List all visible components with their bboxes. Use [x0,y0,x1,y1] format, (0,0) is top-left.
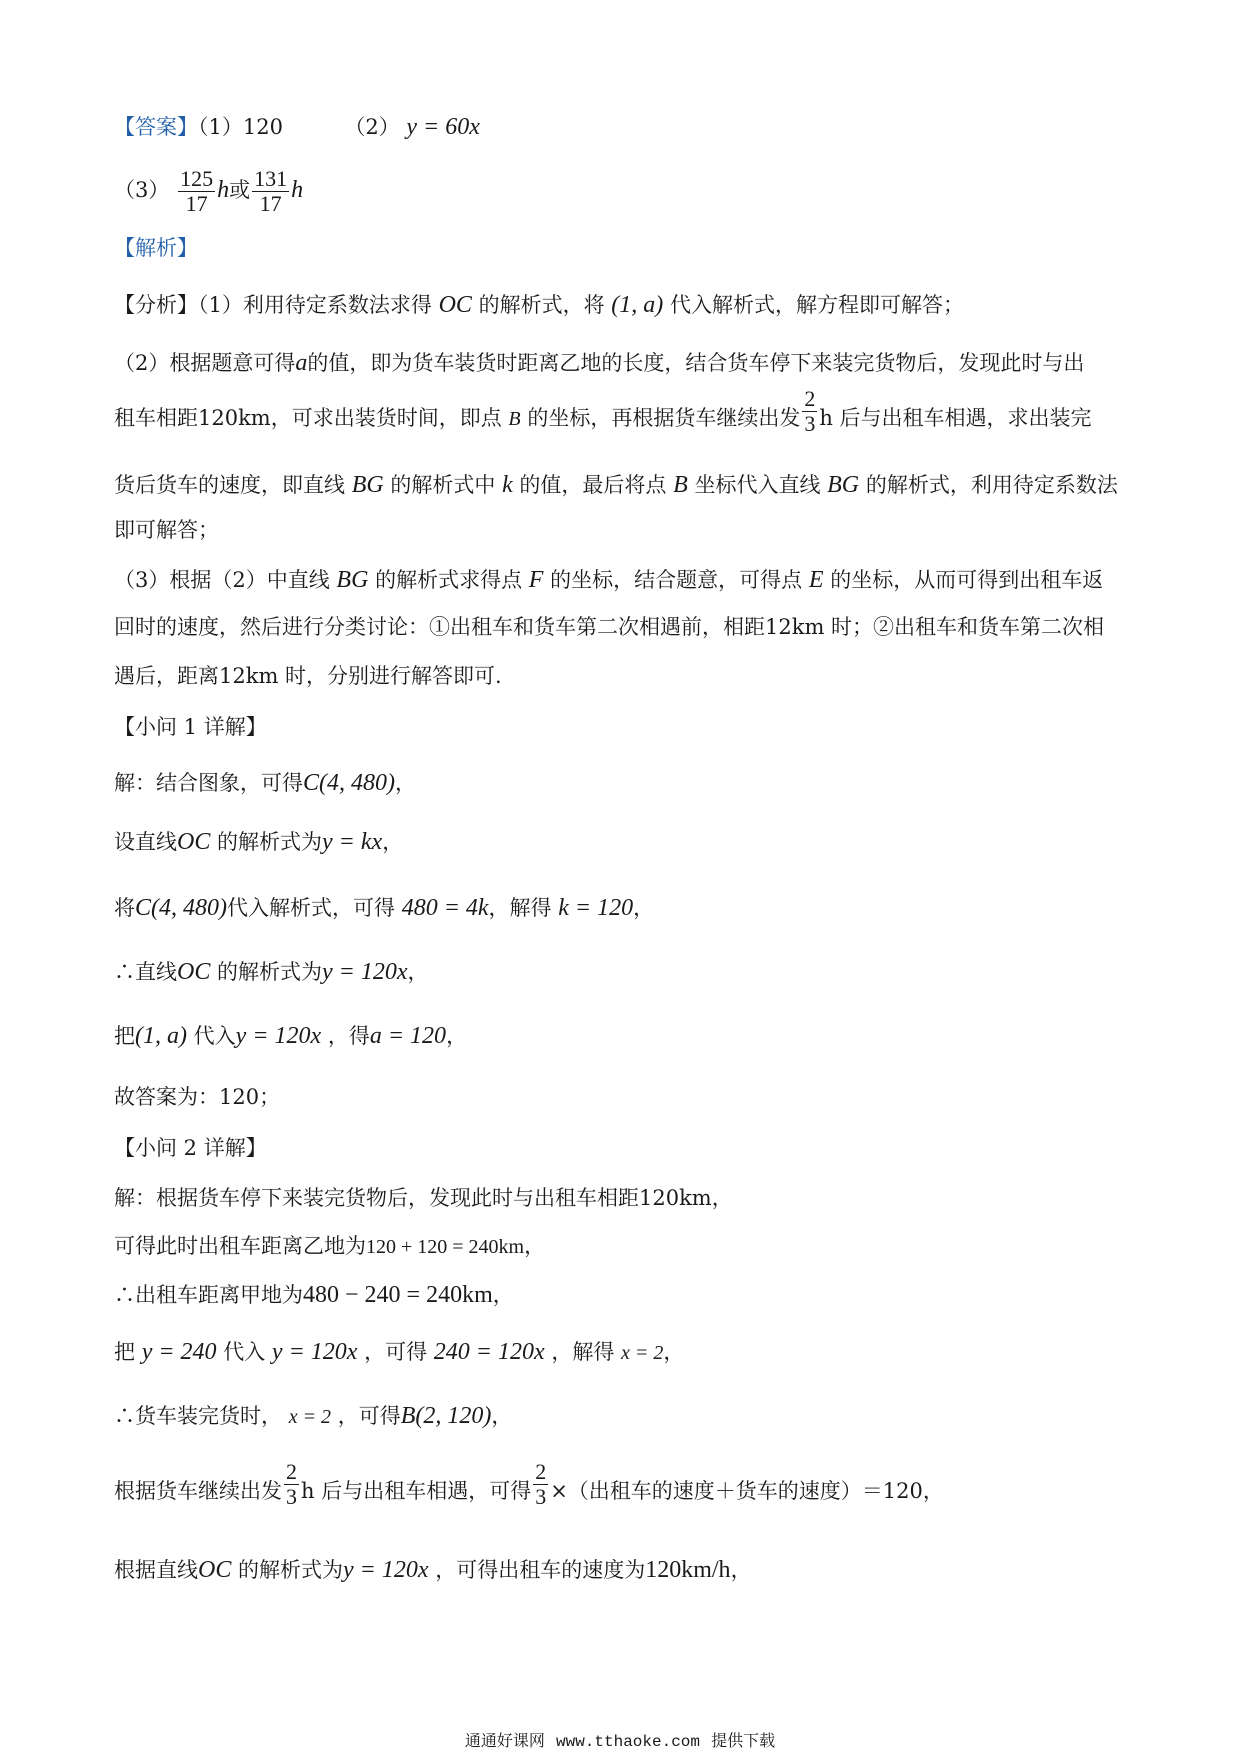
answer-part-2-label: （2） [344,115,400,139]
analysis-label: 【解析】 [114,236,198,260]
analysis-line-5: 即可解答； [114,518,219,542]
answer-part-1: （1）120 [198,115,283,139]
q1-step-1: 解：结合图象，可得C(4, 480)， [114,770,416,796]
q2-step-7: 根据直线OC 的解析式为y = 120x ，可得出租车的速度为120km/h， [114,1557,752,1583]
analysis-line-2: （2）根据题意可得a的值，即为货车装货时距离乙地的长度，结合货车停下来装完货物后，发现此时与出 [114,350,1085,376]
q1-answer: 故答案为：120； [114,1085,281,1109]
footer-suffix: 提供下载 [711,1731,776,1750]
answer-label: 【答案】 [114,115,198,139]
answer-part-3-label: （3） [114,178,170,202]
answer-part-2-equation: y = 60x [406,114,480,140]
answer-line-2 [114,160,1135,220]
q1-step-3: 将C(4, 480)代入解析式，可得 480 = 4k，解得 k = 120， [114,895,655,921]
answer-fraction-1: $\frac{125}{17}$ [180,166,214,216]
q1-step-2: 设直线OC 的解析式为y = kx， [114,829,404,855]
answer-fraction-2: $\frac{131}{17}$ [254,166,288,216]
fraction-two-thirds: $\frac{2}{3}$ [804,386,816,436]
page-footer [0,1728,1240,1751]
analysis-line-1: 【分析】（1）利用待定系数法求得 OC 的解析式，将 (1, a) 代入解析式，解方程即可解答； [114,292,964,318]
q1-step-5: 把(1, a) 代入y = 120x ，得a = 120， [114,1023,468,1049]
analysis-line-3: 租车相距120km，可求出装货时间，即点 B 的坐标，再根据货车继续出发 $\frac{2}{3}$ h 后与出租车相遇，求出装完 [114,386,1092,436]
answer-unit-2: h [291,177,304,203]
fraction-two-thirds-a: $\frac{2}{3}$ [286,1459,297,1509]
q2-title: 【小问 2 详解】 [114,1136,267,1160]
q2-step-6: 根据货车继续出发 $\frac{2}{3}$ h 后与出租车相遇，可得 $\frac{2}{3}$ ×（出租车的速度＋货车的速度）＝120， [114,1459,944,1509]
q2-step-1: 解：根据货车停下来装完货物后，发现此时与出租车相距120km， [114,1186,733,1210]
q2-step-3: ∴出租车距离甲地为480 − 240 = 240km， [114,1282,514,1308]
footer-url[interactable]: www.tthaoke.com [555,1733,701,1751]
q2-step-5: ∴货车装完货时， x = 2 ，可得B(2, 120)， [114,1403,513,1429]
analysis-line-8: 遇后，距离12km 时，分别进行解答即可. [114,664,502,688]
answer-line-1 [114,112,1135,142]
q2-step-2: 可得此时出租车距离乙地为120 + 120 = 240km， [114,1234,546,1258]
q1-title: 【小问 1 详解】 [114,715,267,739]
answer-unit-1: h [217,177,230,203]
analysis-line-7: 回时的速度，然后进行分类讨论：①出租车和货车第二次相遇前，相距12km 时；②出租车和货车第二次相 [114,615,1105,639]
answer-or: 或 [229,178,251,202]
analysis-line-6: （3）根据（2）中直线 BG 的解析式求得点 F 的坐标，结合题意，可得点 E 的坐标，从而可得到出租车返 [114,567,1104,593]
q2-step-4: 把 y = 240 代入 y = 120x ，可得 240 = 120x ，解得 x = 2， [114,1339,685,1365]
fraction-two-thirds-b: $\frac{2}{3}$ [535,1459,547,1509]
footer-site-name: 通通好课网 [464,1731,545,1750]
q1-step-4: ∴直线OC 的解析式为y = 120x， [114,959,429,985]
analysis-line-4: 货后货车的速度，即直线 BG 的解析式中 k 的值，最后将点 B 坐标代入直线 BG 的解析式，利用待定系数法 [114,472,1118,498]
